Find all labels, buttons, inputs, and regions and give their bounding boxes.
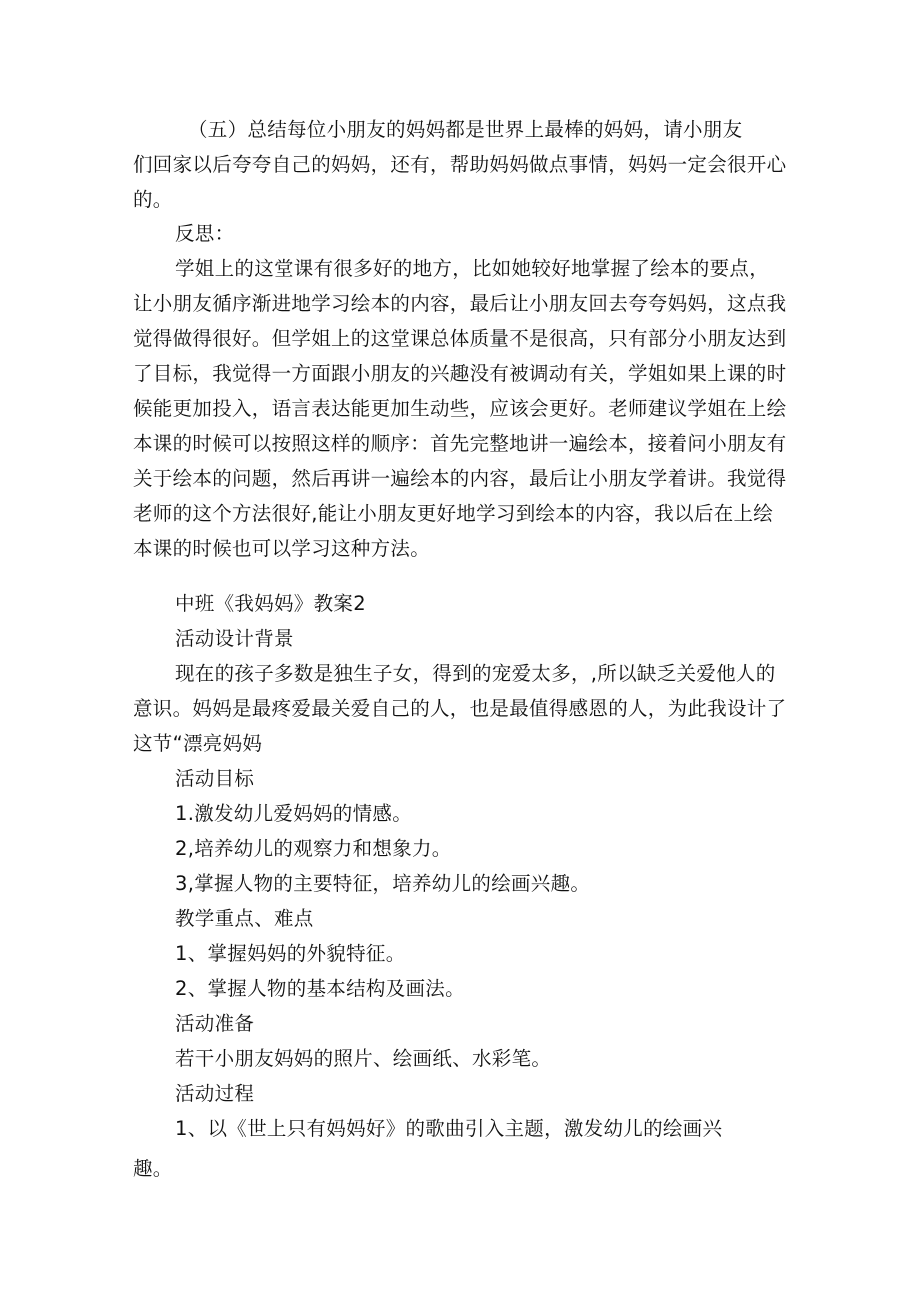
key-points-heading: 教学重点、难点 <box>175 907 314 930</box>
goal-item-3: 3,掌握人物的主要特征，培养幼儿的绘画兴趣。 <box>175 872 591 895</box>
background-line-3: 这节“漂亮妈妈 <box>133 732 263 755</box>
key-point-1: 1、掌握妈妈的外貌特征。 <box>175 942 406 965</box>
background-line-1: 现在的孩子多数是独生子女，得到的宠爱太多，,所以缺乏关爱他人的 <box>175 662 776 685</box>
preparation-text: 若干小朋友妈妈的照片、绘画纸、水彩笔。 <box>175 1047 552 1070</box>
reflection-line-4: 了目标，我觉得一方面跟小朋友的兴趣没有被调动有关，学姐如果上课的时 <box>133 362 787 385</box>
reflection-line-9: 本课的时候也可以学习这种方法。 <box>133 537 431 560</box>
background-line-2: 意识。妈妈是最疼爱最关爱自己的人，也是最值得感恩的人，为此我设计了 <box>133 697 787 720</box>
goal-item-2: 2,培养幼儿的观察力和想象力。 <box>175 837 452 860</box>
process-line-2: 趣。 <box>133 1157 173 1180</box>
reflection-line-7: 关于绘本的问题，然后再讲一遍绘本的内容，最后让小朋友学着讲。我觉得 <box>133 467 787 490</box>
goals-heading: 活动目标 <box>175 767 255 790</box>
reflection-line-6: 本课的时候可以按照这样的顺序：首先完整地讲一遍绘本，接着问小朋友有 <box>133 432 787 455</box>
reflection-line-1: 学姐上的这堂课有很多好的地方，比如她较好地掌握了绘本的要点， <box>175 257 770 280</box>
reflection-line-8: 老师的这个方法很好,能让小朋友更好地学习到绘本的内容，我以后在上绘 <box>133 502 774 525</box>
key-point-2: 2、掌握人物的基本结构及画法。 <box>175 977 465 1000</box>
reflection-line-3: 觉得做得很好。但学姐上的这堂课总体质量不是很高，只有部分小朋友达到 <box>133 327 787 350</box>
reflection-heading: 反思： <box>175 222 235 245</box>
process-heading: 活动过程 <box>175 1082 255 1105</box>
section5-line-2: 们回家以后夸夸自己的妈妈，还有，帮助妈妈做点事情，妈妈一定会很开心 <box>133 153 787 176</box>
plan2-title: 中班《我妈妈》教案2 <box>175 592 366 615</box>
preparation-heading: 活动准备 <box>175 1012 255 1035</box>
background-heading: 活动设计背景 <box>175 627 294 650</box>
reflection-line-5: 候能更加投入，语言表达能更加生动些，应该会更好。老师建议学姐在上绘 <box>133 397 787 420</box>
goal-item-1: 1.激发幼儿爱妈妈的情感。 <box>175 802 413 825</box>
reflection-line-2: 让小朋友循序渐进地学习绘本的内容，最后让小朋友回去夸夸妈妈，这点我 <box>133 292 787 315</box>
section5-line-1: （五）总结每位小朋友的妈妈都是世界上最棒的妈妈，请小朋友 <box>188 118 743 141</box>
section5-line-3: 的。 <box>133 188 173 211</box>
process-line-1: 1、以《世上只有妈妈好》的歌曲引入主题，激发幼儿的绘画兴 <box>175 1117 723 1140</box>
